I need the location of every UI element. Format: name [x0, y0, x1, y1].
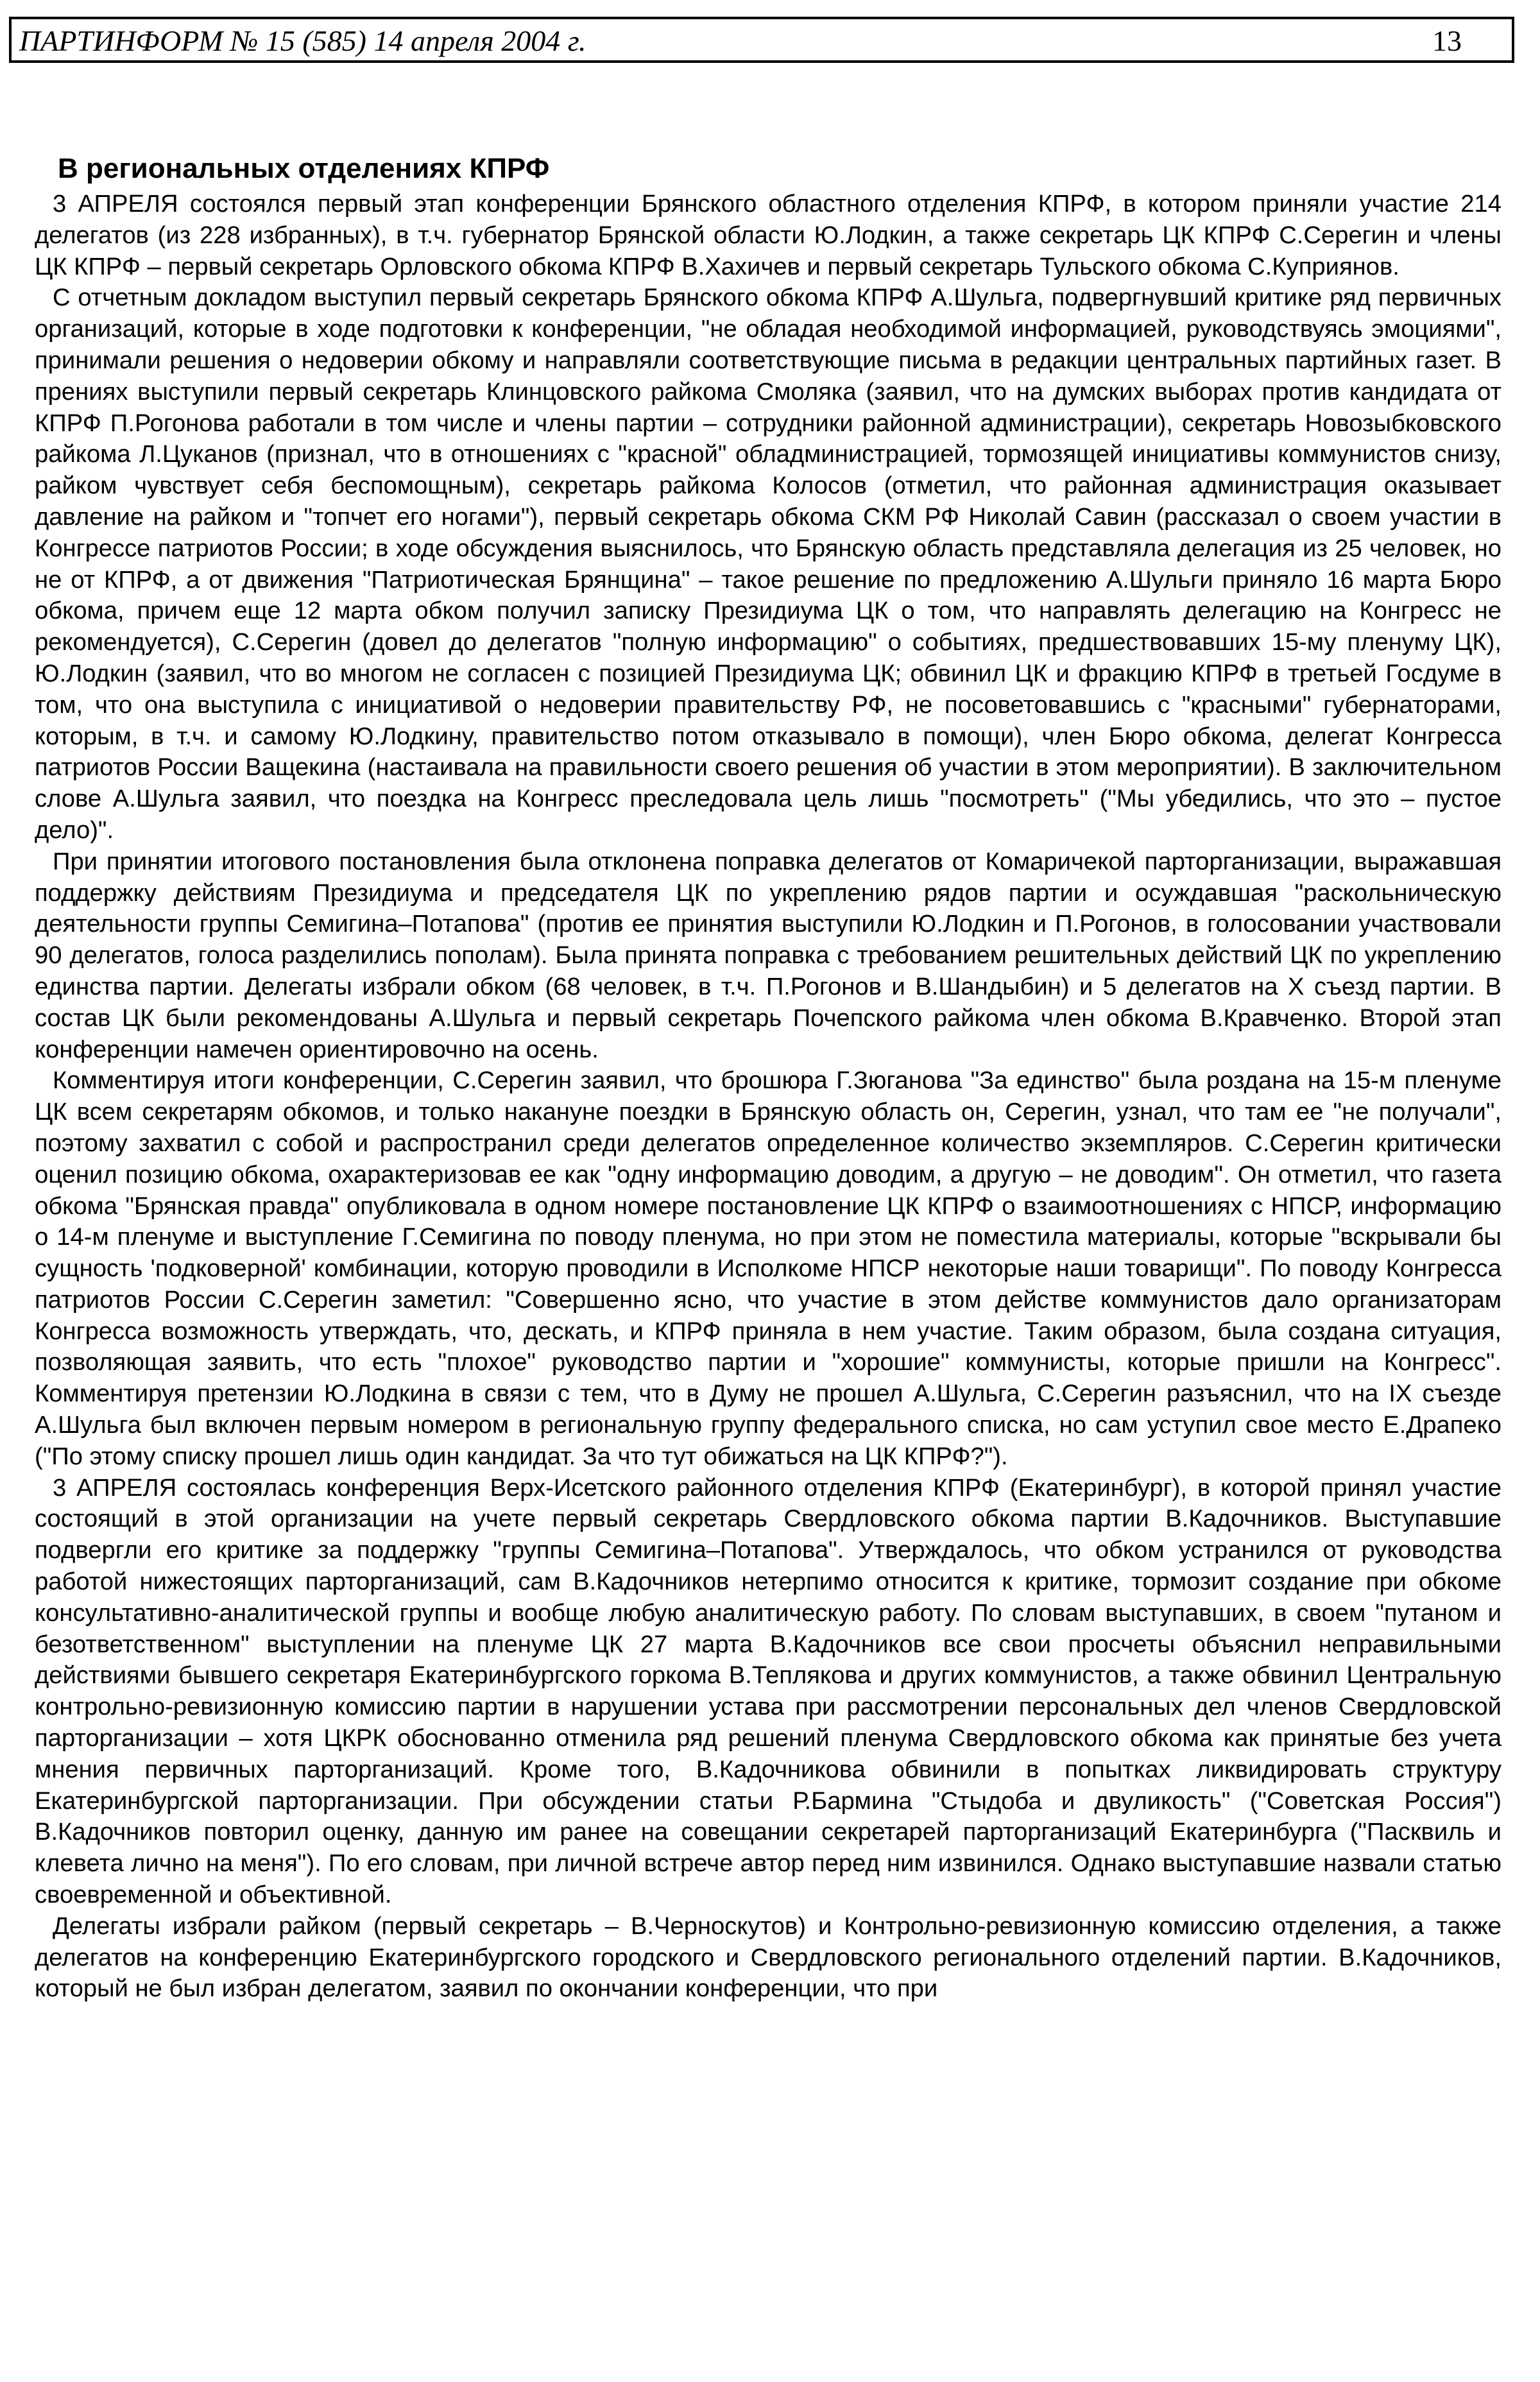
paragraph: 3 АПРЕЛЯ состоялся первый этап конференции Брянского областного отделения КПРФ, в котором приняли участие 214 делегатов (из 228 избранных), в т.ч. губернатор Брянской области Ю.Лодкин, а также секретарь ЦК КПРФ С.Серегин и члены ЦК КПРФ – первый секретарь Орловского обкома КПРФ В.Хахичев и первый секретарь Тульского обкома С.Куприянов. [35, 190, 1502, 280]
article-heading: В региональных отделениях КПРФ [58, 153, 550, 184]
article [35, 149, 1502, 2005]
paragraph: При принятии итогового постановления была отклонена поправка делегатов от Комаричекой парторганизации, выражавшая поддержку действиям Президиума и председателя ЦК по укреплению рядов партии и осуждавшая "раскольническую деятельности группы Семигина–Потапова" (против ее принятия выступили Ю.Лодкин и П.Рогонов, в голосовании участвовали 90 делегатов, голоса разделились пополам). Была принята поправка с требованием решительных действий ЦК по укреплению единства партии. Делегаты избрали обком (68 человек, в т.ч. П.Рогонов и В.Шандыбин) и 5 делегатов на X съезд партии. В состав ЦК были рекомендованы А.Шульга и первый секретарь Почепского райкома член обкома В.Кравченко. Второй этап конференции намечен ориентировочно на осень. [35, 847, 1502, 1063]
page-number: 13 [1432, 24, 1462, 57]
publication-title: ПАРТИНФОРМ № 15 (585) 14 апреля 2004 г. [19, 24, 586, 57]
paragraph: 3 АПРЕЛЯ состоялась конференция Верх-Исетского районного отделения КПРФ (Екатеринбург), в которой принял участие состоящий в этой организации на учете первый секретарь Свердловского обкома партии В.Кадочников. Выступавшие подвергли его критике за поддержку "группы Семигина–Потапова". Утверждалось, что обком устранился от руководства работой нижестоящих парторганизаций, сам В.Кадочников нетерпимо относится к критике, тормозит создание при обкоме консультативно-аналитической группы и вообще любую аналитическую работу. По словам выступавших, в своем "путаном и безответственном" выступлении на пленуме ЦК 27 марта В.Кадочников все свои просчеты объяснил неправильными действиями бывшего секретаря Екатеринбургского горкома В.Теплякова и других коммунистов, а также обвинил Центральную контрольно-ревизионную комиссию партии в нарушении устава при рассмотрении персональных дел членов Свердловской парторганизации – хотя ЦКРК обоснованно отменила ряд решений пленума Свердловского обкома как принятые без учета мнения первичных парторганизаций. Кроме того, В.Кадочникова обвинили в попытках ликвидировать структуру Екатеринбургской парторганизации. При обсуждении статьи Р.Бармина "Стыдоба и двуликость" ("Советская Россия") В.Кадочников повторил оценку, данную им ранее на совещании секретарей парторганизаций Екатеринбурга ("Пасквиль и клевета лично на меня"). По его словам, при личной встрече автор перед ним извинился. Однако выступавшие назвали статью своевременной и объективной. [35, 1473, 1502, 1909]
paragraph: С отчетным докладом выступил первый секретарь Брянского обкома КПРФ А.Шульга, подвергнувший критике ряд первичных организаций, которые в ходе подготовки к конференции, "не обладая необходимой информацией, руководствуясь эмоциями", принимали решения о недоверии обкому и направляли соответствующие письма в редакции центральных партийных газет. В прениях выступили первый секретарь Клинцовского райкома Смоляка (заявил, что на думских выборах против кандидата от КПРФ П.Рогонова работали в том числе и члены партии – сотрудники районной администрации), секретарь Новозыбковского райкома Л.Цуканов (признал, что в отношениях с "красной" обладминистрацией, тормозящей инициативы коммунистов снизу, райком чувствует себя беспомощным), секретарь райкома Колосов (отметил, что районная администрация оказывает давление на райком и "топчет его ногами"), первый секретарь обкома СКМ РФ Николай Савин (рассказал о своем участии в Конгрессе патриотов России; в ходе обсуждения выяснилось, что Брянскую область представляла делегация из 25 человек, но не от КПРФ, а от движения "Патриотическая Брянщина" – такое решение по предложению А.Шульги приняло 16 марта Бюро обкома, причем еще 12 марта обком получил записку Президиума ЦК о том, что направлять делегацию на Конгресс не рекомендуется), С.Серегин (довел до делегатов "полную информацию" о событиях, предшествовавших 15-му пленуму ЦК), Ю.Лодкин (заявил, что во многом не согласен с позицией Президиума ЦК; обвинил ЦК и фракцию КПРФ в третьей Госдуме в том, что она выступила с инициативой о недоверии правительству РФ, не посоветовавшись с "красными" губернаторами, которым, в т.ч. и самому Ю.Лодкину, правительство потом отказывало в помощи), член Бюро обкома, делегат Конгресса патриотов России Ващекина (настаивала на правильности своего решения об участии в этом мероприятии). В заключительном слове А.Шульга заявил, что поездка на Конгресс преследовала цель лишь "посмотреть" ("Мы убедились, что это – пустое дело)". [35, 284, 1502, 844]
masthead [9, 17, 1514, 63]
paragraph: Делегаты избрали райком (первый секретарь – В.Черноскутов) и Контрольно-ревизионную комиссию отделения, а также делегатов на конференцию Екатеринбургского городского и Свердловского регионального отделений партии. В.Кадочников, который не был избран делегатом, заявил по окончании конференции, что при [35, 1912, 1502, 2003]
paragraph: Комментируя итоги конференции, С.Серегин заявил, что брошюра Г.Зюганова "За единство" была роздана на 15-м пленуме ЦК всем секретарям обкомов, и только накануне поездки в Брянскую область он, Серегин, узнал, что там ее "не получали", поэтому захватил с собой и распространил среди делегатов определенное количество экземпляров. С.Серегин критически оценил позицию обкома, охарактеризовав ее как "одну информацию доводим, а другую – не доводим". Он отметил, что газета обкома "Брянская правда" опубликовала в одном номере постановление ЦК КПРФ о взаимоотношениях с НПСР, информацию о 14-м пленуме и выступление Г.Семигина по поводу пленума, но при этом не поместила материалы, которые "вскрывали бы сущность 'подковерной' комбинации, которую проводили в Исполкоме НПСР некоторые наши товарищи". По поводу Конгресса патриотов России С.Серегин заметил: "Совершенно ясно, что участие в этом действе коммунистов дало организаторам Конгресса возможность утверждать, что, дескать, и КПРФ приняла в нем участие. Таким образом, была создана ситуация, позволяющая заявить, что есть "плохое" руководство партии и "хорошие" коммунисты, которые пришли на Конгресс". Комментируя претензии Ю.Лодкина в связи с тем, что в Думу не прошел А.Шульга, С.Серегин разъяснил, что на IX съезде А.Шульга был включен первым номером в региональную группу федерального списка, но сам уступил свое место Е.Драпеко ("По этому списку прошел лишь один кандидат. За что тут обижаться на ЦК КПРФ?"). [35, 1067, 1502, 1470]
